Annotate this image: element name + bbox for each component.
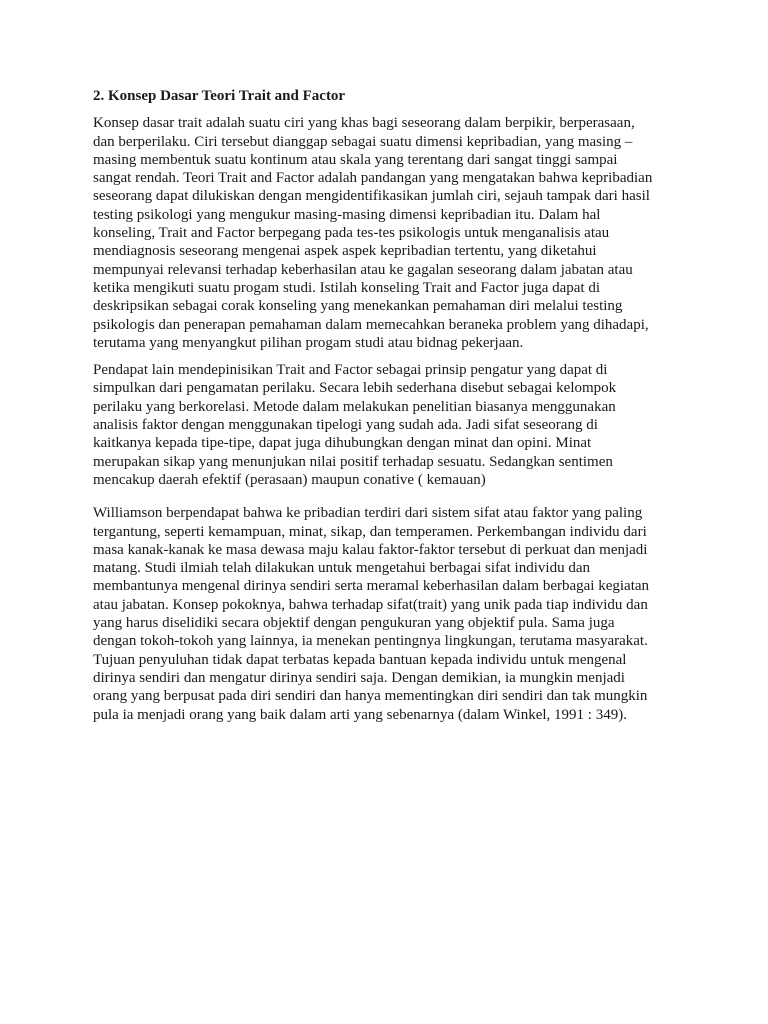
paragraph-line: dan berperilaku. Ciri tersebut dianggap sebagai suatu dimensi kepribadian, yang masing – [93, 133, 633, 150]
paragraph-line: deskripsikan sebagai corak konseling yang menekankan pemahaman diri melalui testing [93, 298, 623, 315]
paragraph-line: Tujuan penyuluhan tidak dapat terbatas kepada bantuan kepada individu untuk mengenal [93, 651, 627, 668]
paragraph-line: ketika mengikuti suatu progam studi. Istilah konseling Trait and Factor juga dapat di [93, 279, 601, 296]
paragraph-line: mencakup daerah efektif (perasaan) maupun conative ( kemauan) [93, 471, 486, 488]
paragraph-line: Konsep dasar trait adalah suatu ciri yang khas bagi seseorang dalam berpikir, berperasaan, [93, 115, 635, 132]
paragraph-line: terutama yang menyangkut pilihan progam studi atau bidnag pekerjaan. [93, 334, 524, 351]
paragraph-line: masing membentuk suatu kontinum atau skala yang terentang dari sangat tinggi sampai [93, 151, 618, 168]
paragraph-line: matang. Studi ilmiah telah dilakukan untuk mengetahui berbagai sifat individu dan [93, 560, 590, 577]
paragraph-line: mempunyai relevansi terhadap keberhasilan atau ke gagalan seseorang dalam jabatan atau [93, 261, 633, 278]
paragraph-line: psikologis dan penerapan pemahaman dalam memecahkan beraneka problem yang dihadapi, [93, 316, 649, 333]
paragraph-line: kaitkanya kepada tipe-tipe, dapat juga dihubungkan dengan minat dan opini. Minat [93, 435, 592, 452]
paragraph-line: pula ia menjadi orang yang baik dalam arti yang sebenarnya (dalam Winkel, 1991 : 349). [93, 706, 627, 723]
paragraph-line: seseorang dapat dilukiskan dengan mengidentifikasikan jumlah ciri, sejauh tampak dari hasil [93, 188, 650, 205]
paragraph-line: mendiagnosis seseorang mengenai aspek aspek kepribadian tertentu, yang diketahui [93, 243, 597, 260]
paragraph-line: simpulkan dari pengamatan perilaku. Secara lebih sederhana disebut sebagai kelompok [93, 380, 617, 397]
paragraph-line: merupakan sikap yang menunjukan nilai positif terhadap sesuatu. Sedangkan sentimen [93, 453, 613, 470]
paragraph-line: dengan tokoh-tokoh yang lainnya, ia menekan pentingnya lingkungan, terutama masyarakat. [93, 633, 648, 650]
paragraph-3 [93, 504, 675, 724]
section-heading: 2. Konsep Dasar Teori Trait and Factor [93, 88, 346, 104]
paragraph-1 [93, 114, 675, 352]
document-body [93, 87, 675, 724]
paragraph-line: testing psikologi yang mengukur masing-masing dimensi kepribadian itu. Dalam hal [93, 206, 601, 223]
paragraph-line: atau jabatan. Konsep pokoknya, bahwa terhadap sifat(trait) yang unik pada tiap individu dan [93, 596, 648, 613]
paragraph-line: membantunya mengenal dirinya sendiri serta meramal keberhasilan dalam berbagai kegiatan [93, 578, 650, 595]
paragraph-line: analisis faktor dengan menggunakan tipelogi yang sudah ada. Jadi sifat seseorang di [93, 417, 598, 434]
paragraph-line: tergantung, seperti kemampuan, minat, sikap, dan temperamen. Perkembangan individu dari [93, 523, 647, 540]
paragraph-line: Williamson berpendapat bahwa ke pribadian terdiri dari sistem sifat atau faktor yang paling [93, 505, 643, 522]
paragraph-line: yang harus diselidiki secara objektif dengan pengukuran yang objektif pula. Sama juga [93, 615, 615, 632]
paragraph-line: orang yang berpusat pada diri sendiri dan hanya mementingkan diri sendiri dan tak mungkin [93, 688, 648, 705]
paragraph-line: dirinya sendiri dan mengatur dirinya sendiri saja. Dengan demikian, ia mungkin menjadi [93, 669, 625, 686]
paragraph-2 [93, 361, 675, 489]
paragraph-line: sangat rendah. Teori Trait and Factor adalah pandangan yang mengatakan bahwa kepribadian [93, 170, 653, 187]
paragraph-line: konseling, Trait and Factor berpegang pada tes-tes psikologis untuk menganalisis atau [93, 225, 610, 242]
paragraph-line: Pendapat lain mendepinisikan Trait and Factor sebagai prinsip pengatur yang dapat di [93, 362, 608, 379]
paragraph-line: perilaku yang berkorelasi. Metode dalam melakukan penelitian biasanya menggunakan [93, 398, 616, 415]
paragraph-line: masa kanak-kanak ke masa dewasa maju kalau faktor-faktor tersebut di perkuat dan menjadi [93, 541, 648, 558]
